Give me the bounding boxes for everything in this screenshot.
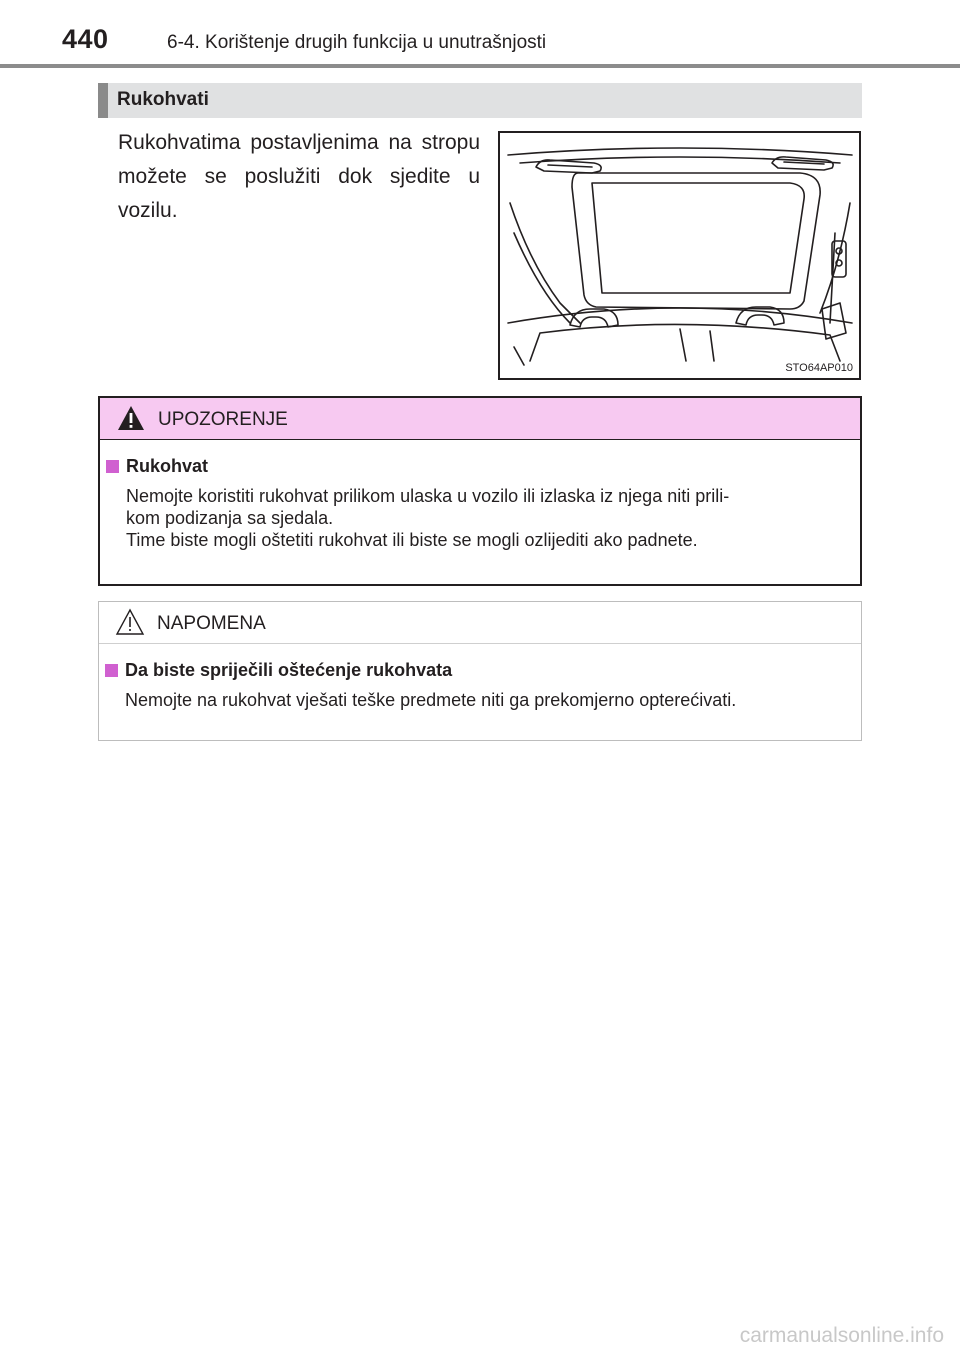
figure-code: STO64AP010 xyxy=(785,362,853,374)
warning-item-title-text: Rukohvat xyxy=(126,456,209,476)
warning-header xyxy=(100,398,860,440)
car-interior-drawing xyxy=(500,133,859,378)
warning-line: Time biste mogli oštetiti rukohvat ili biste se mogli ozlijediti ako padnete. xyxy=(126,530,698,550)
intro-paragraph: Rukohvatima postavljenima na stropu možete se poslužiti dok sjedite u vozilu. xyxy=(118,131,480,222)
notice-box xyxy=(98,601,862,741)
warning-body xyxy=(100,440,860,551)
notice-header xyxy=(99,602,861,644)
page-number: 440 xyxy=(62,24,109,54)
header-rule xyxy=(0,64,960,68)
sunroof-glass xyxy=(592,183,804,293)
warning-line: kom podizanja sa sjedala. xyxy=(126,508,334,528)
watermark: carmanualsonline.info xyxy=(739,1324,944,1347)
warning-item-title xyxy=(106,456,846,477)
warning-box xyxy=(98,396,862,586)
roof-edge-line xyxy=(508,148,852,155)
warning-item-text xyxy=(126,485,846,551)
warning-triangle-icon xyxy=(116,404,146,438)
notice-item-text xyxy=(125,689,847,711)
chapter-title: 6-4. Korištenje drugih funkcija u unutrašnjosti xyxy=(167,32,547,53)
sunroof-outer-frame xyxy=(572,173,820,309)
notice-item-title xyxy=(105,660,847,681)
warning-label: UPOZORENJE xyxy=(158,409,288,430)
notice-label: NAPOMENA xyxy=(157,613,266,634)
section-heading: Rukohvati xyxy=(98,83,862,118)
notice-line: Nemojte na rukohvat vješati teške predmete niti ga prekomjerno opterećivati. xyxy=(125,690,737,710)
square-bullet-icon xyxy=(106,460,119,473)
caution-triangle-outline-icon xyxy=(115,608,145,642)
notice-item-title-text: Da biste spriječili oštećenje rukohvata xyxy=(125,660,453,680)
square-bullet-icon xyxy=(105,664,118,677)
ceiling-grab-handles-illustration xyxy=(498,131,861,380)
headliner-rear-edge xyxy=(508,308,852,323)
notice-body xyxy=(99,644,861,711)
warning-line: Nemojte koristiti rukohvat prilikom ulaska u vozilo ili izlaska iz njega niti prili- xyxy=(126,486,730,506)
